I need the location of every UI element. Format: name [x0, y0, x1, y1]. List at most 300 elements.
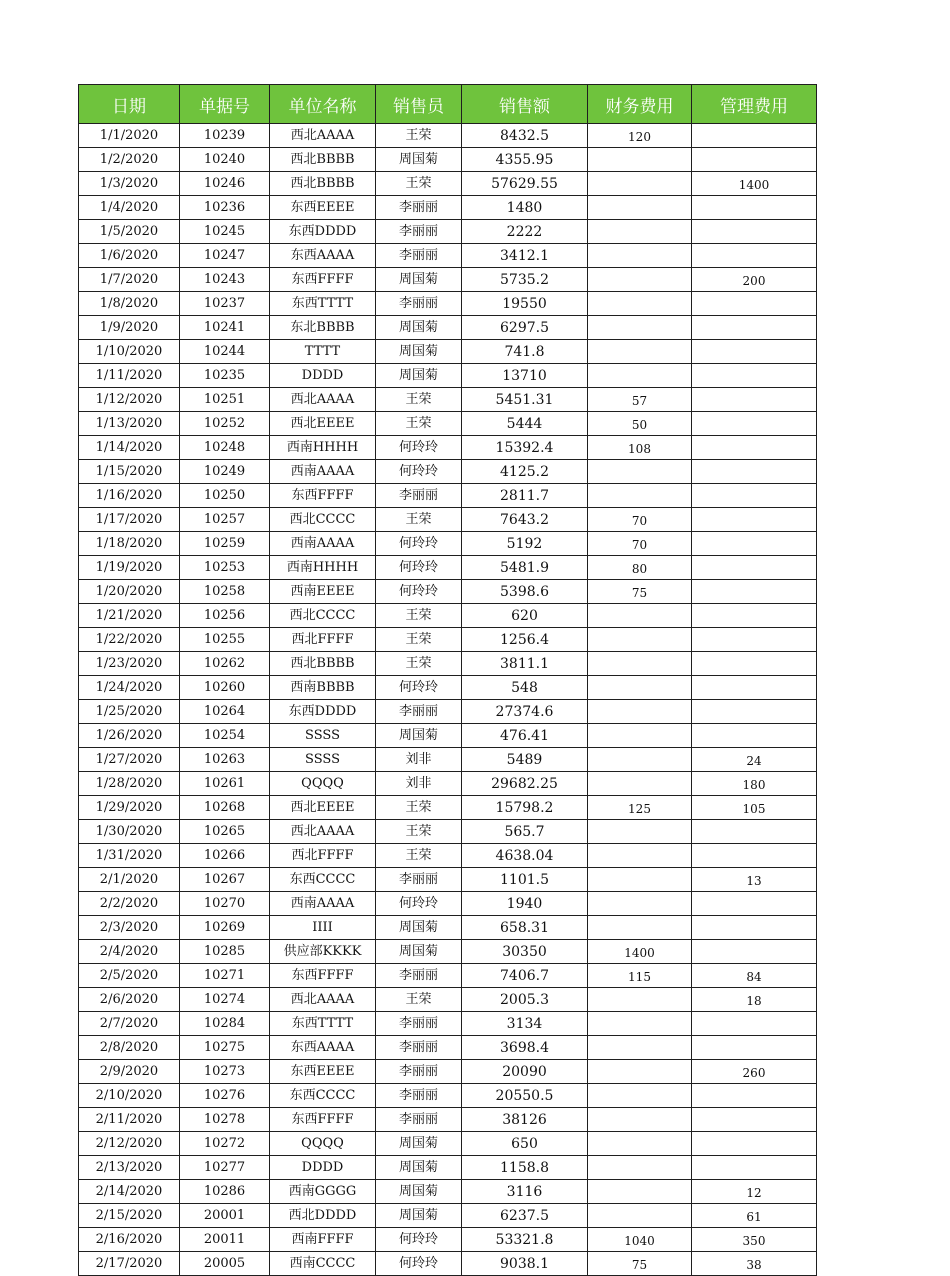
cell-salesperson[interactable]: 刘非	[376, 772, 462, 796]
cell-finance-fee[interactable]	[588, 196, 692, 220]
cell-company-name[interactable]: 东西EEEE	[270, 196, 376, 220]
cell-doc-number[interactable]: 10266	[180, 844, 270, 868]
cell-doc-number[interactable]: 10240	[180, 148, 270, 172]
cell-finance-fee[interactable]	[588, 916, 692, 940]
cell-salesperson[interactable]: 王荣	[376, 652, 462, 676]
cell-management-fee[interactable]: 1400	[692, 172, 817, 196]
cell-doc-number[interactable]: 10263	[180, 748, 270, 772]
cell-doc-number[interactable]: 10235	[180, 364, 270, 388]
cell-company-name[interactable]: 西南GGGG	[270, 1180, 376, 1204]
cell-date[interactable]: 2/11/2020	[79, 1108, 180, 1132]
cell-date[interactable]: 2/16/2020	[79, 1228, 180, 1252]
cell-company-name[interactable]: 西南FFFF	[270, 1228, 376, 1252]
cell-company-name[interactable]: 东西FFFF	[270, 964, 376, 988]
cell-date[interactable]: 2/15/2020	[79, 1204, 180, 1228]
cell-salesperson[interactable]: 李丽丽	[376, 1012, 462, 1036]
cell-company-name[interactable]: 东西EEEE	[270, 1060, 376, 1084]
cell-date[interactable]: 1/27/2020	[79, 748, 180, 772]
cell-sales-amount[interactable]: 650	[462, 1132, 588, 1156]
cell-salesperson[interactable]: 周国菊	[376, 268, 462, 292]
cell-date[interactable]: 1/28/2020	[79, 772, 180, 796]
cell-date[interactable]: 1/22/2020	[79, 628, 180, 652]
cell-date[interactable]: 1/16/2020	[79, 484, 180, 508]
cell-management-fee[interactable]	[692, 652, 817, 676]
cell-sales-amount[interactable]: 3116	[462, 1180, 588, 1204]
cell-management-fee[interactable]	[692, 1132, 817, 1156]
cell-company-name[interactable]: 西北CCCC	[270, 508, 376, 532]
cell-finance-fee[interactable]: 1400	[588, 940, 692, 964]
cell-finance-fee[interactable]	[588, 676, 692, 700]
cell-management-fee[interactable]: 350	[692, 1228, 817, 1252]
cell-salesperson[interactable]: 何玲玲	[376, 1228, 462, 1252]
cell-salesperson[interactable]: 何玲玲	[376, 580, 462, 604]
cell-salesperson[interactable]: 王荣	[376, 820, 462, 844]
cell-date[interactable]: 1/14/2020	[79, 436, 180, 460]
cell-salesperson[interactable]: 周国菊	[376, 1204, 462, 1228]
cell-management-fee[interactable]: 61	[692, 1204, 817, 1228]
cell-company-name[interactable]: 东西CCCC	[270, 1084, 376, 1108]
cell-doc-number[interactable]: 10255	[180, 628, 270, 652]
cell-company-name[interactable]: 东西TTTT	[270, 1012, 376, 1036]
cell-doc-number[interactable]: 10239	[180, 124, 270, 148]
cell-management-fee[interactable]: 200	[692, 268, 817, 292]
cell-finance-fee[interactable]	[588, 460, 692, 484]
cell-date[interactable]: 1/12/2020	[79, 388, 180, 412]
cell-date[interactable]: 1/4/2020	[79, 196, 180, 220]
cell-doc-number[interactable]: 10251	[180, 388, 270, 412]
cell-management-fee[interactable]	[692, 1084, 817, 1108]
cell-company-name[interactable]: QQQQ	[270, 772, 376, 796]
cell-company-name[interactable]: 西南CCCC	[270, 1252, 376, 1276]
cell-salesperson[interactable]: 王荣	[376, 124, 462, 148]
cell-doc-number[interactable]: 10252	[180, 412, 270, 436]
cell-salesperson[interactable]: 李丽丽	[376, 220, 462, 244]
cell-company-name[interactable]: 东西FFFF	[270, 1108, 376, 1132]
cell-management-fee[interactable]: 24	[692, 748, 817, 772]
cell-company-name[interactable]: 西南HHHH	[270, 436, 376, 460]
cell-management-fee[interactable]	[692, 124, 817, 148]
cell-date[interactable]: 2/17/2020	[79, 1252, 180, 1276]
column-header-salesperson[interactable]: 销售员	[376, 85, 462, 124]
cell-doc-number[interactable]: 10245	[180, 220, 270, 244]
cell-finance-fee[interactable]: 57	[588, 388, 692, 412]
cell-doc-number[interactable]: 10265	[180, 820, 270, 844]
cell-company-name[interactable]: DDDD	[270, 364, 376, 388]
cell-company-name[interactable]: 西北FFFF	[270, 628, 376, 652]
cell-salesperson[interactable]: 周国菊	[376, 940, 462, 964]
cell-sales-amount[interactable]: 19550	[462, 292, 588, 316]
cell-sales-amount[interactable]: 15392.4	[462, 436, 588, 460]
cell-company-name[interactable]: 西北AAAA	[270, 820, 376, 844]
cell-company-name[interactable]: 东西AAAA	[270, 244, 376, 268]
cell-sales-amount[interactable]: 3811.1	[462, 652, 588, 676]
cell-finance-fee[interactable]	[588, 292, 692, 316]
cell-date[interactable]: 1/18/2020	[79, 532, 180, 556]
cell-date[interactable]: 1/10/2020	[79, 340, 180, 364]
cell-salesperson[interactable]: 王荣	[376, 988, 462, 1012]
cell-finance-fee[interactable]	[588, 700, 692, 724]
cell-finance-fee[interactable]	[588, 364, 692, 388]
cell-sales-amount[interactable]: 5489	[462, 748, 588, 772]
cell-salesperson[interactable]: 李丽丽	[376, 1084, 462, 1108]
cell-date[interactable]: 1/5/2020	[79, 220, 180, 244]
cell-sales-amount[interactable]: 3412.1	[462, 244, 588, 268]
cell-sales-amount[interactable]: 5398.6	[462, 580, 588, 604]
cell-company-name[interactable]: 西北AAAA	[270, 124, 376, 148]
cell-sales-amount[interactable]: 9038.1	[462, 1252, 588, 1276]
cell-company-name[interactable]: 供应部KKKK	[270, 940, 376, 964]
cell-management-fee[interactable]	[692, 820, 817, 844]
cell-company-name[interactable]: 东西FFFF	[270, 484, 376, 508]
cell-salesperson[interactable]: 王荣	[376, 388, 462, 412]
cell-company-name[interactable]: 西南HHHH	[270, 556, 376, 580]
column-header-finance-fee[interactable]: 财务费用	[588, 85, 692, 124]
cell-doc-number[interactable]: 10274	[180, 988, 270, 1012]
cell-management-fee[interactable]	[692, 460, 817, 484]
cell-sales-amount[interactable]: 1480	[462, 196, 588, 220]
cell-date[interactable]: 2/5/2020	[79, 964, 180, 988]
cell-doc-number[interactable]: 10253	[180, 556, 270, 580]
cell-finance-fee[interactable]	[588, 148, 692, 172]
cell-date[interactable]: 1/6/2020	[79, 244, 180, 268]
cell-company-name[interactable]: 西南AAAA	[270, 532, 376, 556]
cell-date[interactable]: 1/15/2020	[79, 460, 180, 484]
cell-finance-fee[interactable]: 75	[588, 580, 692, 604]
column-header-date[interactable]: 日期	[79, 85, 180, 124]
cell-sales-amount[interactable]: 38126	[462, 1108, 588, 1132]
cell-date[interactable]: 1/20/2020	[79, 580, 180, 604]
cell-date[interactable]: 2/14/2020	[79, 1180, 180, 1204]
cell-sales-amount[interactable]: 13710	[462, 364, 588, 388]
cell-finance-fee[interactable]	[588, 892, 692, 916]
cell-salesperson[interactable]: 王荣	[376, 796, 462, 820]
cell-doc-number[interactable]: 10284	[180, 1012, 270, 1036]
cell-finance-fee[interactable]	[588, 1084, 692, 1108]
column-header-doc-number[interactable]: 单据号	[180, 85, 270, 124]
cell-management-fee[interactable]: 260	[692, 1060, 817, 1084]
cell-finance-fee[interactable]: 70	[588, 508, 692, 532]
cell-doc-number[interactable]: 10276	[180, 1084, 270, 1108]
cell-finance-fee[interactable]	[588, 220, 692, 244]
cell-finance-fee[interactable]	[588, 1012, 692, 1036]
cell-doc-number[interactable]: 20005	[180, 1252, 270, 1276]
cell-finance-fee[interactable]	[588, 628, 692, 652]
cell-doc-number[interactable]: 10259	[180, 532, 270, 556]
cell-sales-amount[interactable]: 2222	[462, 220, 588, 244]
cell-finance-fee[interactable]	[588, 1132, 692, 1156]
cell-sales-amount[interactable]: 2005.3	[462, 988, 588, 1012]
cell-finance-fee[interactable]	[588, 1060, 692, 1084]
cell-doc-number[interactable]: 10258	[180, 580, 270, 604]
cell-sales-amount[interactable]: 27374.6	[462, 700, 588, 724]
cell-management-fee[interactable]: 38	[692, 1252, 817, 1276]
cell-finance-fee[interactable]	[588, 748, 692, 772]
cell-management-fee[interactable]: 12	[692, 1180, 817, 1204]
cell-salesperson[interactable]: 周国菊	[376, 1156, 462, 1180]
cell-management-fee[interactable]: 84	[692, 964, 817, 988]
cell-date[interactable]: 1/2/2020	[79, 148, 180, 172]
cell-sales-amount[interactable]: 29682.25	[462, 772, 588, 796]
cell-salesperson[interactable]: 李丽丽	[376, 1036, 462, 1060]
cell-company-name[interactable]: 西北CCCC	[270, 604, 376, 628]
cell-sales-amount[interactable]: 7406.7	[462, 964, 588, 988]
cell-management-fee[interactable]	[692, 1036, 817, 1060]
cell-finance-fee[interactable]	[588, 172, 692, 196]
cell-company-name[interactable]: 东北BBBB	[270, 316, 376, 340]
cell-finance-fee[interactable]	[588, 1156, 692, 1180]
cell-date[interactable]: 1/8/2020	[79, 292, 180, 316]
cell-doc-number[interactable]: 10273	[180, 1060, 270, 1084]
cell-date[interactable]: 1/21/2020	[79, 604, 180, 628]
cell-date[interactable]: 2/10/2020	[79, 1084, 180, 1108]
cell-sales-amount[interactable]: 4125.2	[462, 460, 588, 484]
cell-finance-fee[interactable]	[588, 1036, 692, 1060]
cell-salesperson[interactable]: 何玲玲	[376, 1252, 462, 1276]
cell-sales-amount[interactable]: 8432.5	[462, 124, 588, 148]
cell-company-name[interactable]: 东西AAAA	[270, 1036, 376, 1060]
cell-date[interactable]: 2/9/2020	[79, 1060, 180, 1084]
cell-sales-amount[interactable]: 53321.8	[462, 1228, 588, 1252]
cell-sales-amount[interactable]: 30350	[462, 940, 588, 964]
cell-finance-fee[interactable]	[588, 1180, 692, 1204]
cell-management-fee[interactable]	[692, 676, 817, 700]
cell-date[interactable]: 2/12/2020	[79, 1132, 180, 1156]
cell-date[interactable]: 2/2/2020	[79, 892, 180, 916]
cell-company-name[interactable]: 西南BBBB	[270, 676, 376, 700]
cell-doc-number[interactable]: 10277	[180, 1156, 270, 1180]
cell-finance-fee[interactable]: 80	[588, 556, 692, 580]
cell-salesperson[interactable]: 李丽丽	[376, 964, 462, 988]
cell-company-name[interactable]: DDDD	[270, 1156, 376, 1180]
cell-date[interactable]: 1/3/2020	[79, 172, 180, 196]
cell-salesperson[interactable]: 王荣	[376, 172, 462, 196]
cell-finance-fee[interactable]: 75	[588, 1252, 692, 1276]
cell-doc-number[interactable]: 10275	[180, 1036, 270, 1060]
cell-management-fee[interactable]	[692, 1156, 817, 1180]
cell-doc-number[interactable]: 10256	[180, 604, 270, 628]
cell-date[interactable]: 2/3/2020	[79, 916, 180, 940]
cell-company-name[interactable]: 西北FFFF	[270, 844, 376, 868]
cell-sales-amount[interactable]: 4355.95	[462, 148, 588, 172]
cell-doc-number[interactable]: 10264	[180, 700, 270, 724]
cell-finance-fee[interactable]	[588, 724, 692, 748]
cell-doc-number[interactable]: 10244	[180, 340, 270, 364]
cell-doc-number[interactable]: 10248	[180, 436, 270, 460]
column-header-management-fee[interactable]: 管理费用	[692, 85, 817, 124]
cell-company-name[interactable]: QQQQ	[270, 1132, 376, 1156]
cell-management-fee[interactable]	[692, 484, 817, 508]
cell-company-name[interactable]: SSSS	[270, 724, 376, 748]
cell-doc-number[interactable]: 10278	[180, 1108, 270, 1132]
cell-management-fee[interactable]	[692, 244, 817, 268]
cell-management-fee[interactable]	[692, 532, 817, 556]
cell-management-fee[interactable]	[692, 388, 817, 412]
cell-date[interactable]: 1/30/2020	[79, 820, 180, 844]
cell-doc-number[interactable]: 10268	[180, 796, 270, 820]
cell-sales-amount[interactable]: 20550.5	[462, 1084, 588, 1108]
cell-salesperson[interactable]: 李丽丽	[376, 868, 462, 892]
cell-salesperson[interactable]: 李丽丽	[376, 484, 462, 508]
cell-finance-fee[interactable]	[588, 868, 692, 892]
cell-salesperson[interactable]: 何玲玲	[376, 460, 462, 484]
cell-management-fee[interactable]	[692, 196, 817, 220]
cell-finance-fee[interactable]	[588, 604, 692, 628]
cell-doc-number[interactable]: 10267	[180, 868, 270, 892]
column-header-company-name[interactable]: 单位名称	[270, 85, 376, 124]
cell-management-fee[interactable]	[692, 220, 817, 244]
cell-company-name[interactable]: SSSS	[270, 748, 376, 772]
cell-company-name[interactable]: 西北DDDD	[270, 1204, 376, 1228]
cell-doc-number[interactable]: 10285	[180, 940, 270, 964]
cell-doc-number[interactable]: 10272	[180, 1132, 270, 1156]
cell-salesperson[interactable]: 李丽丽	[376, 292, 462, 316]
cell-salesperson[interactable]: 王荣	[376, 508, 462, 532]
cell-finance-fee[interactable]: 50	[588, 412, 692, 436]
cell-date[interactable]: 1/24/2020	[79, 676, 180, 700]
cell-finance-fee[interactable]	[588, 268, 692, 292]
cell-company-name[interactable]: 西北EEEE	[270, 412, 376, 436]
cell-date[interactable]: 2/6/2020	[79, 988, 180, 1012]
cell-sales-amount[interactable]: 2811.7	[462, 484, 588, 508]
cell-finance-fee[interactable]	[588, 316, 692, 340]
cell-doc-number[interactable]: 10261	[180, 772, 270, 796]
cell-management-fee[interactable]: 180	[692, 772, 817, 796]
cell-doc-number[interactable]: 10257	[180, 508, 270, 532]
cell-date[interactable]: 1/25/2020	[79, 700, 180, 724]
cell-company-name[interactable]: 东西TTTT	[270, 292, 376, 316]
cell-date[interactable]: 1/9/2020	[79, 316, 180, 340]
cell-sales-amount[interactable]: 5481.9	[462, 556, 588, 580]
cell-doc-number[interactable]: 10269	[180, 916, 270, 940]
cell-management-fee[interactable]	[692, 436, 817, 460]
cell-sales-amount[interactable]: 5192	[462, 532, 588, 556]
cell-company-name[interactable]: 东西CCCC	[270, 868, 376, 892]
cell-management-fee[interactable]	[692, 508, 817, 532]
cell-date[interactable]: 1/7/2020	[79, 268, 180, 292]
cell-finance-fee[interactable]	[588, 484, 692, 508]
cell-salesperson[interactable]: 李丽丽	[376, 244, 462, 268]
cell-date[interactable]: 2/1/2020	[79, 868, 180, 892]
cell-sales-amount[interactable]: 6297.5	[462, 316, 588, 340]
cell-date[interactable]: 1/1/2020	[79, 124, 180, 148]
cell-finance-fee[interactable]: 1040	[588, 1228, 692, 1252]
cell-salesperson[interactable]: 周国菊	[376, 1132, 462, 1156]
cell-date[interactable]: 1/19/2020	[79, 556, 180, 580]
cell-sales-amount[interactable]: 1158.8	[462, 1156, 588, 1180]
cell-company-name[interactable]: 西北AAAA	[270, 388, 376, 412]
cell-sales-amount[interactable]: 15798.2	[462, 796, 588, 820]
cell-salesperson[interactable]: 周国菊	[376, 340, 462, 364]
cell-salesperson[interactable]: 周国菊	[376, 1180, 462, 1204]
cell-doc-number[interactable]: 20011	[180, 1228, 270, 1252]
cell-sales-amount[interactable]: 3134	[462, 1012, 588, 1036]
cell-doc-number[interactable]: 20001	[180, 1204, 270, 1228]
cell-salesperson[interactable]: 何玲玲	[376, 676, 462, 700]
cell-finance-fee[interactable]	[588, 340, 692, 364]
cell-company-name[interactable]: 西北AAAA	[270, 988, 376, 1012]
cell-date[interactable]: 1/31/2020	[79, 844, 180, 868]
cell-sales-amount[interactable]: 548	[462, 676, 588, 700]
cell-management-fee[interactable]	[692, 628, 817, 652]
cell-date[interactable]: 2/13/2020	[79, 1156, 180, 1180]
cell-management-fee[interactable]	[692, 148, 817, 172]
cell-sales-amount[interactable]: 1940	[462, 892, 588, 916]
cell-finance-fee[interactable]: 115	[588, 964, 692, 988]
cell-finance-fee[interactable]	[588, 1204, 692, 1228]
cell-finance-fee[interactable]	[588, 652, 692, 676]
cell-salesperson[interactable]: 周国菊	[376, 316, 462, 340]
cell-management-fee[interactable]	[692, 724, 817, 748]
cell-doc-number[interactable]: 10236	[180, 196, 270, 220]
cell-salesperson[interactable]: 何玲玲	[376, 436, 462, 460]
cell-management-fee[interactable]: 105	[692, 796, 817, 820]
cell-salesperson[interactable]: 何玲玲	[376, 556, 462, 580]
cell-salesperson[interactable]: 王荣	[376, 628, 462, 652]
cell-management-fee[interactable]	[692, 1012, 817, 1036]
cell-company-name[interactable]: IIII	[270, 916, 376, 940]
cell-finance-fee[interactable]: 125	[588, 796, 692, 820]
cell-finance-fee[interactable]	[588, 820, 692, 844]
cell-management-fee[interactable]	[692, 916, 817, 940]
cell-doc-number[interactable]: 10249	[180, 460, 270, 484]
cell-sales-amount[interactable]: 20090	[462, 1060, 588, 1084]
cell-company-name[interactable]: 西南EEEE	[270, 580, 376, 604]
cell-management-fee[interactable]	[692, 940, 817, 964]
cell-doc-number[interactable]: 10250	[180, 484, 270, 508]
cell-management-fee[interactable]: 18	[692, 988, 817, 1012]
cell-salesperson[interactable]: 何玲玲	[376, 532, 462, 556]
cell-sales-amount[interactable]: 5735.2	[462, 268, 588, 292]
cell-management-fee[interactable]	[692, 412, 817, 436]
cell-doc-number[interactable]: 10262	[180, 652, 270, 676]
cell-finance-fee[interactable]: 108	[588, 436, 692, 460]
cell-company-name[interactable]: 西南AAAA	[270, 460, 376, 484]
cell-sales-amount[interactable]: 3698.4	[462, 1036, 588, 1060]
cell-sales-amount[interactable]: 4638.04	[462, 844, 588, 868]
cell-sales-amount[interactable]: 658.31	[462, 916, 588, 940]
cell-date[interactable]: 2/8/2020	[79, 1036, 180, 1060]
cell-sales-amount[interactable]: 7643.2	[462, 508, 588, 532]
cell-company-name[interactable]: 西北EEEE	[270, 796, 376, 820]
cell-company-name[interactable]: 东西DDDD	[270, 700, 376, 724]
cell-doc-number[interactable]: 10254	[180, 724, 270, 748]
cell-sales-amount[interactable]: 476.41	[462, 724, 588, 748]
cell-salesperson[interactable]: 周国菊	[376, 916, 462, 940]
cell-management-fee[interactable]	[692, 364, 817, 388]
column-header-sales-amount[interactable]: 销售额	[462, 85, 588, 124]
cell-salesperson[interactable]: 王荣	[376, 844, 462, 868]
cell-date[interactable]: 1/13/2020	[79, 412, 180, 436]
cell-salesperson[interactable]: 李丽丽	[376, 1060, 462, 1084]
cell-date[interactable]: 2/7/2020	[79, 1012, 180, 1036]
cell-finance-fee[interactable]	[588, 1108, 692, 1132]
cell-salesperson[interactable]: 刘非	[376, 748, 462, 772]
cell-sales-amount[interactable]: 1101.5	[462, 868, 588, 892]
cell-date[interactable]: 2/4/2020	[79, 940, 180, 964]
cell-salesperson[interactable]: 周国菊	[376, 364, 462, 388]
cell-management-fee[interactable]	[692, 580, 817, 604]
cell-sales-amount[interactable]: 6237.5	[462, 1204, 588, 1228]
cell-salesperson[interactable]: 李丽丽	[376, 1108, 462, 1132]
cell-sales-amount[interactable]: 5444	[462, 412, 588, 436]
cell-date[interactable]: 1/29/2020	[79, 796, 180, 820]
cell-company-name[interactable]: 西南AAAA	[270, 892, 376, 916]
cell-sales-amount[interactable]: 620	[462, 604, 588, 628]
cell-salesperson[interactable]: 李丽丽	[376, 700, 462, 724]
cell-finance-fee[interactable]	[588, 772, 692, 796]
cell-management-fee[interactable]	[692, 604, 817, 628]
cell-management-fee[interactable]	[692, 292, 817, 316]
